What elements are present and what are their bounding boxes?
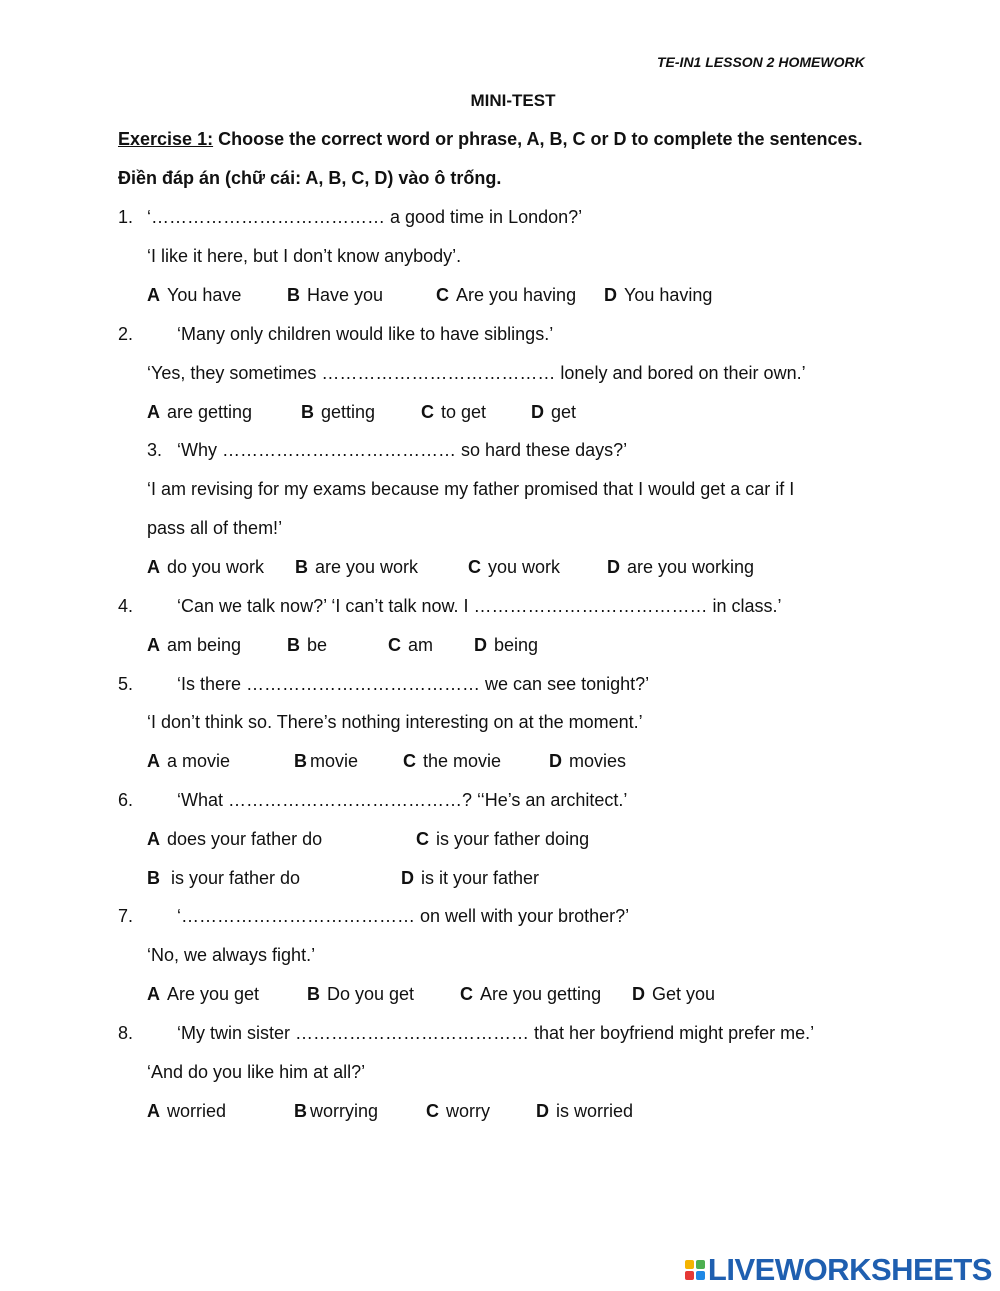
question-line: ‘No, we always fight.’ <box>147 945 316 965</box>
question-line: ‘Yes, they sometimes ………………………………… lonely and bored on their own.’ <box>147 363 806 383</box>
question-line: ‘………………………………… on well with your brother?’ <box>177 906 630 926</box>
option-d[interactable]: D Get you <box>632 984 716 1004</box>
document-header: TE-IN1 LESSON 2 HOMEWORK <box>657 54 865 70</box>
option-b[interactable]: B is your father do <box>147 868 301 888</box>
exercise-instruction-vi: Điền đáp án (chữ cái: A, B, C, D) vào ô trống. <box>118 168 502 188</box>
exercise-instruction: Choose the correct word or phrase, A, B, C or D to complete the sentences. <box>213 129 863 149</box>
option-b[interactable]: B are you work <box>295 557 419 577</box>
option-a[interactable]: A Are you get <box>147 984 260 1004</box>
question-number: 3. <box>147 440 163 460</box>
logo-blocks-icon <box>685 1260 705 1280</box>
option-a[interactable]: A does your father do <box>147 829 323 849</box>
option-d[interactable]: D is it your father <box>401 868 540 888</box>
option-c[interactable]: C worry <box>426 1101 490 1121</box>
logo-text: LIVEWORKSHEETS <box>707 1252 992 1287</box>
option-d[interactable]: D movies <box>549 751 627 771</box>
option-a[interactable]: A are getting <box>147 402 253 422</box>
exercise-label: Exercise 1: <box>118 129 214 149</box>
option-b[interactable]: B getting <box>301 402 376 422</box>
option-a[interactable]: A worried <box>147 1101 227 1121</box>
option-c[interactable]: C the movie <box>403 751 502 771</box>
liveworksheets-logo[interactable] <box>685 1252 992 1288</box>
option-b[interactable]: B Do you get <box>307 984 415 1004</box>
exercise-heading <box>118 129 863 150</box>
question-number: 5. <box>118 674 134 694</box>
question-line: ‘Many only children would like to have siblings.’ <box>177 324 554 344</box>
option-a[interactable]: A am being <box>147 635 242 655</box>
question-line: ‘Why ………………………………… so hard these days?’ <box>177 440 628 460</box>
question-line: ‘I don’t think so. There’s nothing interesting on at the moment.’ <box>147 712 643 732</box>
question-line: ‘I like it here, but I don’t know anybody’. <box>147 246 462 266</box>
question-number: 7. <box>118 906 134 926</box>
option-d[interactable]: D being <box>474 635 539 655</box>
question-line: ‘Can we talk now?’ ‘I can’t talk now. I ………………………………… in class.’ <box>177 596 782 616</box>
option-a[interactable]: A do you work <box>147 557 265 577</box>
question-line: ‘Is there ………………………………… we can see tonight?’ <box>177 674 650 694</box>
option-b[interactable]: B movie <box>294 751 359 771</box>
option-b[interactable]: B be <box>287 635 328 655</box>
option-d[interactable]: D are you working <box>607 557 755 577</box>
question-number: 6. <box>118 790 134 810</box>
question-line: ‘………………………………… a good time in London?’ <box>147 207 583 227</box>
option-d[interactable]: D You having <box>604 285 713 305</box>
option-d[interactable]: D is worried <box>536 1101 634 1121</box>
option-c[interactable]: C is your father doing <box>416 829 590 849</box>
question-number: 4. <box>118 596 134 616</box>
question-number: 1. <box>118 207 134 227</box>
question-number: 2. <box>118 324 134 344</box>
option-b[interactable]: B Have you <box>287 285 384 305</box>
option-c[interactable]: C Are you getting <box>460 984 602 1004</box>
question-line: ‘What …………………………………? ‘‘He’s an architect.’ <box>177 790 628 810</box>
option-a[interactable]: A You have <box>147 285 242 305</box>
option-c[interactable]: C you work <box>468 557 561 577</box>
option-c[interactable]: C Are you having <box>436 285 577 305</box>
option-d[interactable]: D get <box>531 402 577 422</box>
option-a[interactable]: A a movie <box>147 751 231 771</box>
question-line: ‘My twin sister ………………………………… that her boyfriend might prefer me.’ <box>177 1023 815 1043</box>
page-title: MINI-TEST <box>470 91 556 110</box>
option-b[interactable]: B worrying <box>294 1101 379 1121</box>
question-number: 8. <box>118 1023 134 1043</box>
question-line: ‘I am revising for my exams because my father promised that I would get a car if I <box>147 479 795 499</box>
option-c[interactable]: C am <box>388 635 434 655</box>
question-line: pass all of them!’ <box>147 518 283 538</box>
option-c[interactable]: C to get <box>421 402 487 422</box>
question-line: ‘And do you like him at all?’ <box>147 1062 366 1082</box>
